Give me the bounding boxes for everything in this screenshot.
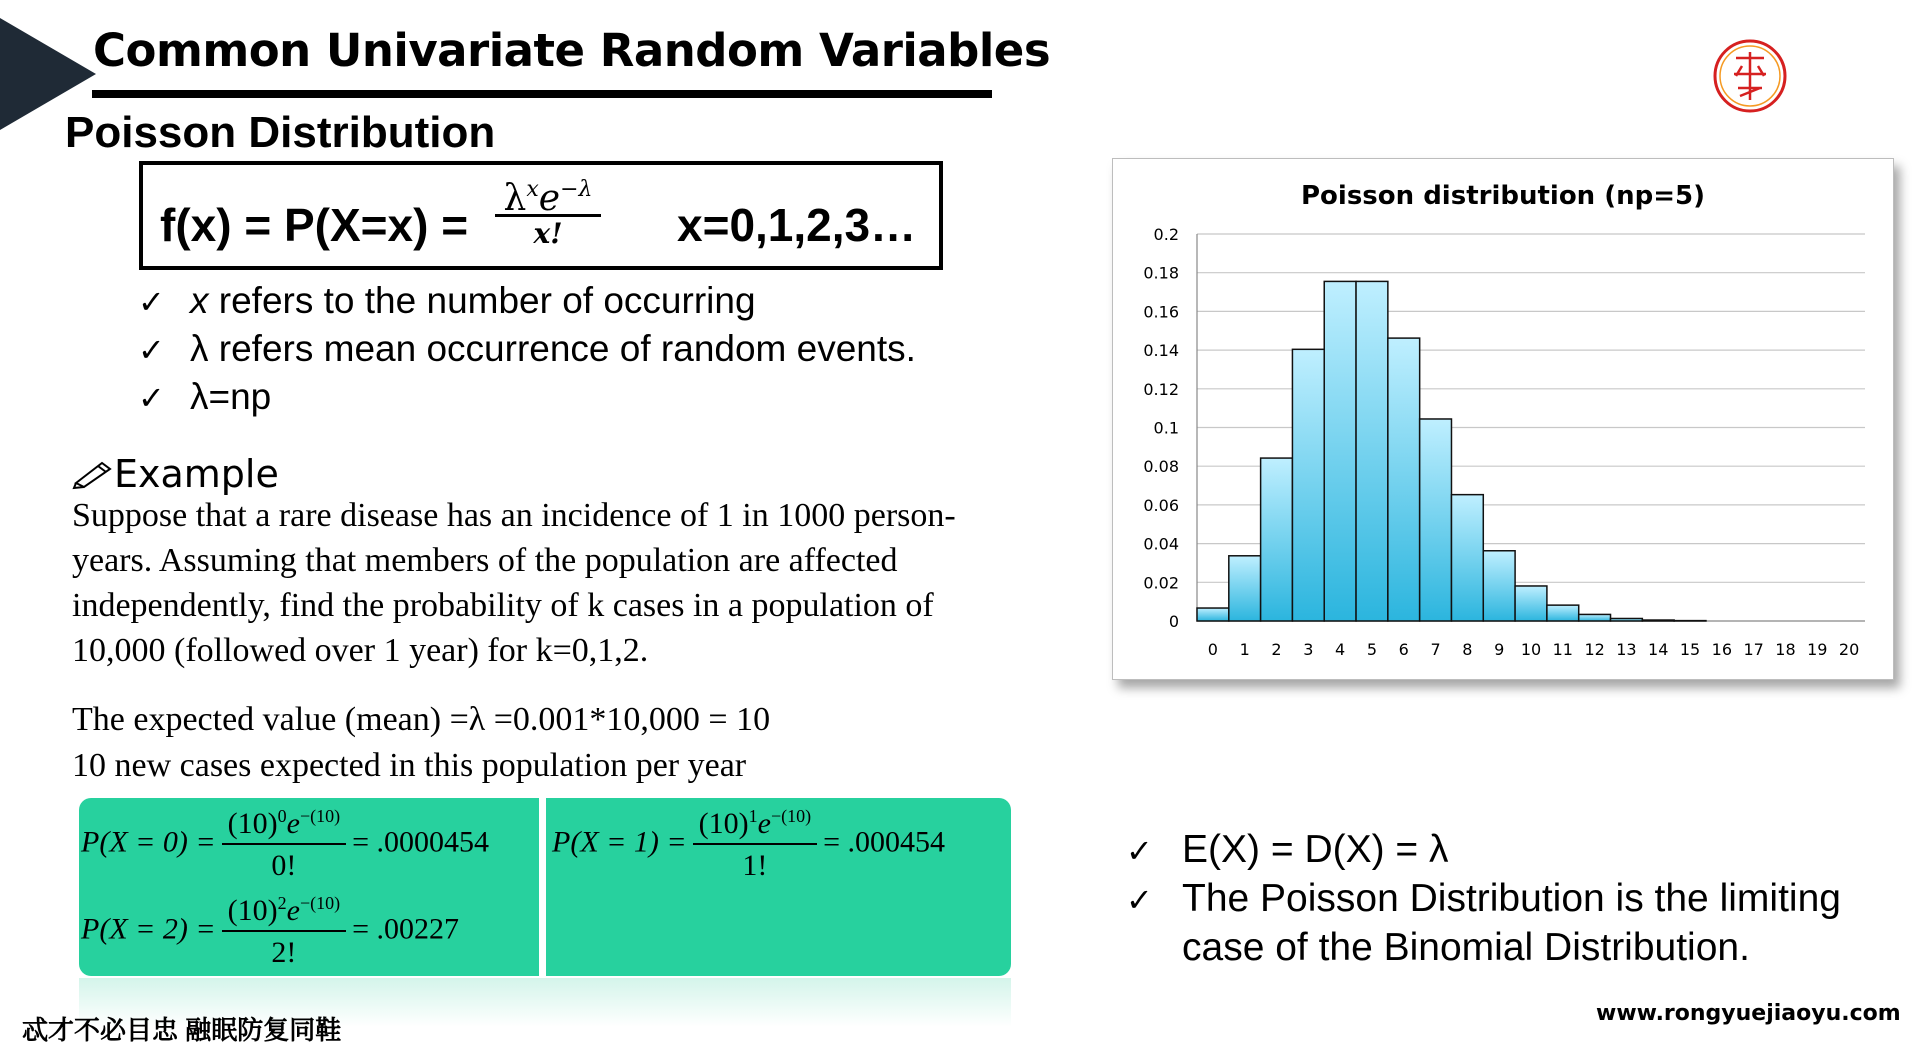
x-tick-label: 0 <box>1208 640 1218 659</box>
x-tick-label: 1 <box>1240 640 1250 659</box>
x-tick-label: 6 <box>1399 640 1409 659</box>
bar <box>1292 349 1324 621</box>
y-tick-label: 0.1 <box>1154 419 1179 438</box>
footer-slogan: 忒才不必目忠 融眠防复同鞋 <box>22 1010 341 1027</box>
bullet-item: ✓ The Poisson Distribution is the limiting <box>1126 875 1841 924</box>
bar <box>1611 618 1643 621</box>
x-tick-label: 18 <box>1775 640 1795 659</box>
x-tick-label: 20 <box>1839 640 1859 659</box>
x-tick-label: 9 <box>1494 640 1504 659</box>
x-tick-label: 4 <box>1335 640 1345 659</box>
x-tick-label: 5 <box>1367 640 1377 659</box>
x-tick-label: 7 <box>1430 640 1440 659</box>
section-subtitle: Poisson Distribution <box>65 108 495 158</box>
x-tick-label: 10 <box>1521 640 1541 659</box>
bar <box>1356 281 1388 621</box>
y-tick-label: 0.04 <box>1143 535 1179 554</box>
chart-canvas <box>1113 159 1893 679</box>
y-tick-label: 0.16 <box>1143 302 1179 321</box>
y-tick-label: 0.08 <box>1143 457 1179 476</box>
formula-lhs: f(x) = P(X=x) = <box>160 198 468 252</box>
bar <box>1229 556 1261 621</box>
x-tick-label: 13 <box>1616 640 1636 659</box>
title-underline <box>92 90 992 98</box>
y-tick-label: 0.14 <box>1143 341 1179 360</box>
x-tick-label: 2 <box>1271 640 1281 659</box>
check-icon: ✓ <box>138 331 190 369</box>
formula-range: x=0,1,2,3… <box>677 198 916 252</box>
bar <box>1451 495 1483 621</box>
bar <box>1261 458 1293 621</box>
bullet-item: ✓ λ=np <box>138 376 271 418</box>
equation-p1: P(X = 1) = $\frac{(10)^1e^{-(10)}}{1!}$ = .000454 <box>552 806 945 883</box>
formula-denominator: x! <box>493 217 603 251</box>
seal-logo-icon <box>1712 38 1788 114</box>
formula-fraction <box>493 170 603 251</box>
y-tick-label: 0.18 <box>1143 264 1179 283</box>
y-tick-label: 0 <box>1169 612 1179 631</box>
x-tick-label: 17 <box>1743 640 1763 659</box>
example-text: Suppose that a rare disease has an incidence of 1 in 1000 person- years. Assuming that members of the population are affected independently, find the probability of k cases in a population of 10,000 (followed over 1 year) for k=0,1,2. <box>72 493 1072 673</box>
check-icon: ✓ <box>1126 876 1182 924</box>
bar <box>1420 419 1452 621</box>
y-tick-label: 0.06 <box>1143 496 1179 515</box>
x-tick-label: 19 <box>1807 640 1827 659</box>
poisson-properties <box>1126 826 1841 972</box>
bar <box>1642 620 1674 621</box>
bullet-item: ✓ E(X) = D(X) = λ <box>1126 826 1841 875</box>
equation-p2: P(X = 2) = $\frac{(10)^2e^{-(10)}}{2!}$ = .00227 <box>81 893 459 970</box>
formula-numerator: $\lambda^xe^{-\lambda}$ <box>493 170 603 212</box>
chart-title: Poisson distribution (np=5) <box>1301 181 1705 211</box>
check-icon: ✓ <box>1126 827 1182 875</box>
page-title: Common Univariate Random Variables <box>93 24 1050 77</box>
check-icon: ✓ <box>138 379 190 417</box>
y-tick-label: 0.12 <box>1143 380 1179 399</box>
expected-value-text: The expected value (mean) =λ =0.001*10,000 = 10 10 new cases expected in this population per year <box>72 697 770 789</box>
bar <box>1515 586 1547 621</box>
bullet-item: ✓ λ refers mean occurrence of random events. <box>138 328 916 370</box>
bar <box>1547 605 1579 621</box>
bullet-continuation: case of the Binomial Distribution. <box>1126 924 1841 972</box>
x-tick-label: 8 <box>1462 640 1472 659</box>
x-tick-label: 14 <box>1648 640 1668 659</box>
x-tick-label: 11 <box>1553 640 1573 659</box>
y-tick-label: 0.2 <box>1154 225 1179 244</box>
equation-p0: P(X = 0) = $\frac{(10)^0e^{-(10)}}{0!}$ = .0000454 <box>81 806 489 883</box>
bar <box>1197 608 1229 621</box>
check-icon: ✓ <box>138 283 190 321</box>
y-tick-label: 0.02 <box>1143 573 1179 592</box>
pencil-icon <box>72 457 114 489</box>
bar <box>1483 551 1515 621</box>
poisson-chart <box>1112 158 1894 680</box>
x-tick-label: 12 <box>1584 640 1604 659</box>
example-heading: Example <box>72 452 279 496</box>
x-tick-label: 16 <box>1712 640 1732 659</box>
bar <box>1388 338 1420 621</box>
bar <box>1324 281 1356 621</box>
x-tick-label: 3 <box>1303 640 1313 659</box>
x-tick-label: 15 <box>1680 640 1700 659</box>
bar <box>1579 614 1611 621</box>
bullet-item: ✓ x refers to the number of occurring <box>138 280 756 322</box>
footer-url: www.rongyuejiaoyu.com <box>1596 1001 1901 1026</box>
